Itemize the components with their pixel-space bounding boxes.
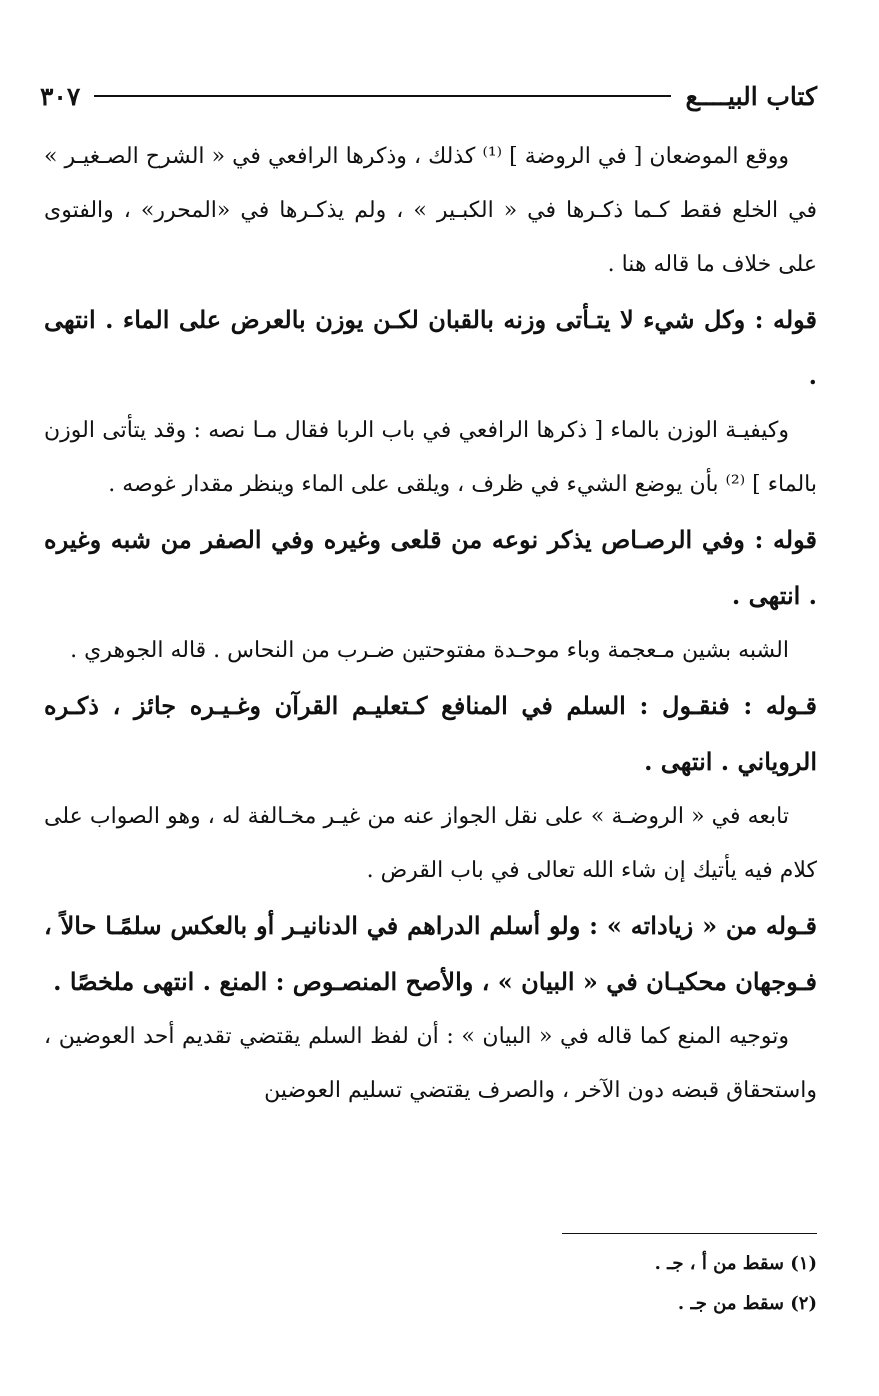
commentary-paragraph: تابعه في « الروضـة » على نقل الجواز عنه من غيـر مخـالفة له ، وهو الصواب على كلام فيه يأتيك إن شاء الله تعالى في باب القرض . — [44, 804, 817, 883]
commentary-paragraph: وكيفيـة الوزن بالماء [ ذكرها الرافعي في باب الربا فقال مـا نصه : وقد يتأتى الوزن بالماء ] ⁽²⁾ بأن يوضع الشيء في ظرف ، ويلقى على الماء وينظر مقدار غوصه . — [44, 418, 817, 497]
page-number: ٣٠٧ — [40, 81, 81, 111]
quoted-passage: قـوله : فنقـول : السلم في المنافع كـتعليـم القرآن وغـيـره جائز ، ذكـره الروياني . انتهى . — [44, 691, 817, 776]
main-text — [44, 130, 817, 1118]
header-rule — [94, 95, 671, 97]
quoted-passage: قوله : وفي الرصـاص يذكر نوعه من قلعى وغيره وفي الصفر من شبه وغيره . انتهى . — [44, 525, 817, 610]
footnotes — [44, 1244, 817, 1324]
footnote: (٢) سقط من جـ . — [677, 1293, 817, 1314]
book-title: كتاب البيــــع — [685, 81, 817, 111]
quoted-passage: قـوله من « زياداته » : ولو أسلم الدراهم في الدنانيـر أو بالعكس سلمًـا حالاً ، فـوجهان محكيـان في « البيان » ، والأصح المنصـوص : المنع . انتهى ملخصًا . — [44, 911, 817, 996]
footnote: (١) سقط من أ ، جـ . — [654, 1253, 817, 1274]
commentary-paragraph: ووقع الموضعان [ في الروضة ] ⁽¹⁾ كذلك ، وذكرها الرافعي في « الشرح الصـغيـر » في الخلع فقط كـما ذكـرها في « الكبـير » ، ولم يذكـرها في «المحرر» ، والفتوى على خلاف ما قاله هنا . — [44, 144, 817, 277]
footnote-separator — [562, 1233, 817, 1234]
commentary-paragraph: وتوجيه المنع كما قاله في « البيان » : أن لفظ السلم يقتضي تقديم أحد العوضين ، واستحقاق قبضه دون الآخر ، والصرف يقتضي تسليم العوضين — [44, 1024, 817, 1103]
running-header — [40, 76, 817, 116]
quoted-passage: قوله : وكل شيء لا يتـأتى وزنه بالقبان لكـن يوزن بالعرض على الماء . انتهى . — [44, 305, 817, 390]
commentary-paragraph: الشبه بشين مـعجمة وباء موحـدة مفتوحتين ضـرب من النحاس . قاله الجوهري . — [70, 638, 789, 663]
